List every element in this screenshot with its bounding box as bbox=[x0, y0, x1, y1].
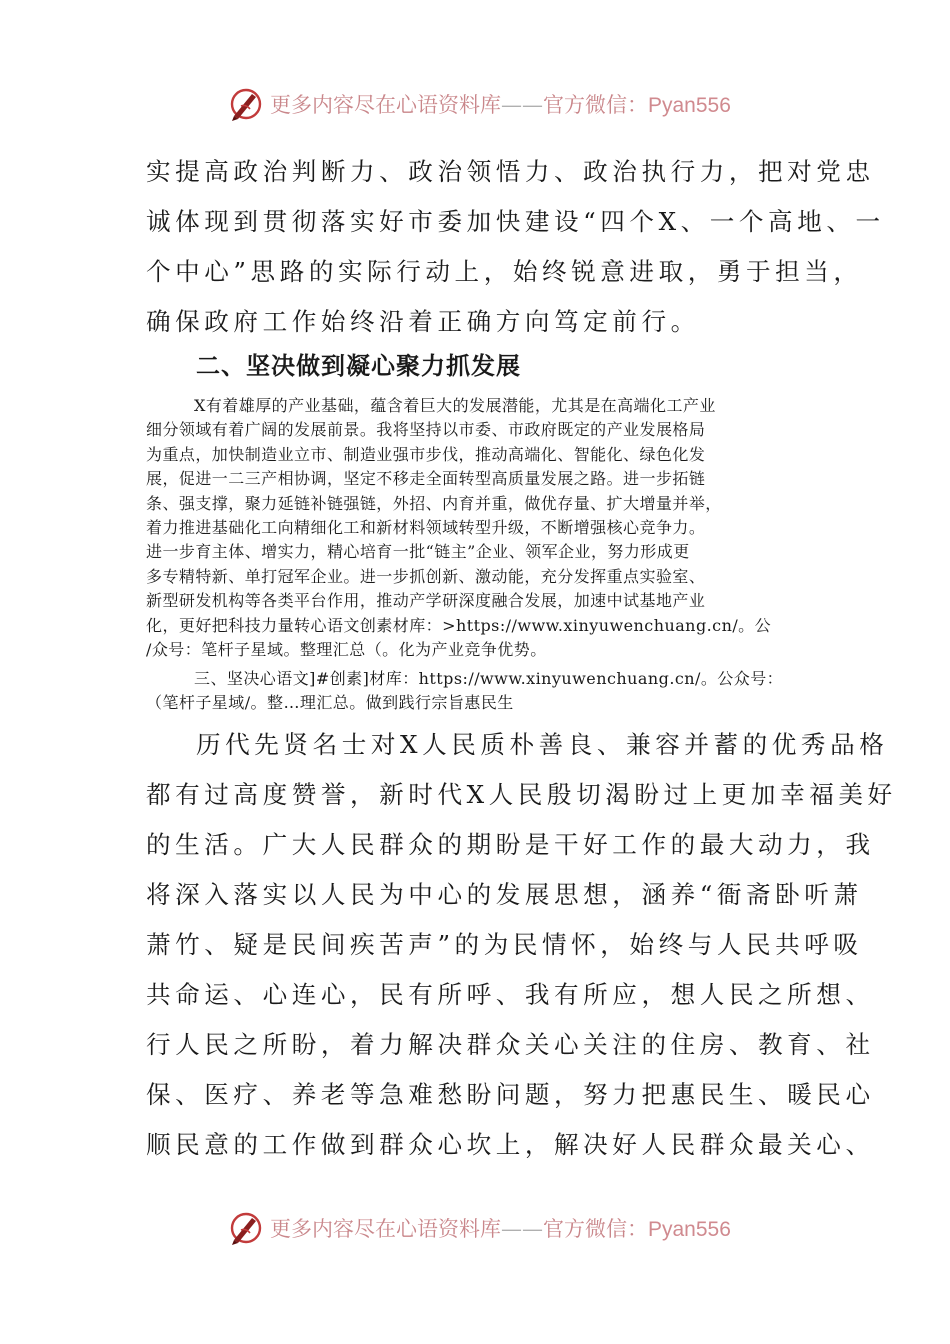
text-line: 诚体现到贯彻落实好市委加快建设“四个X、一个高地、一 bbox=[146, 207, 885, 236]
text-line: 保、医疗、养老等急难愁盼问题，努力把惠民生、暖民心 bbox=[146, 1080, 875, 1109]
text-line: 展，促进一二三产相协调，坚定不移走全面转型高质量发展之路。进一步拓链 bbox=[146, 469, 706, 489]
text-line: 共命运、心连心，民有所呼、我有所应，想人民之所想、 bbox=[146, 980, 875, 1009]
paragraph-4 bbox=[146, 720, 897, 1170]
text-line: 三、坚决心语文]#创素]材库：https://www.xinyuwenchuang.cn/。公众号： bbox=[194, 669, 784, 688]
footer-banner bbox=[228, 1208, 731, 1248]
pen-circle-logo-icon bbox=[228, 86, 264, 122]
text-line: 多专精特新、单打冠军企业。进一步抓创新、激动能，充分发挥重点实验室、 bbox=[146, 566, 706, 586]
text-line: 着力推进基础化工向精细化工和新材料领域转型升级，不断增强核心竞争力。 bbox=[146, 518, 706, 538]
text-line: 为重点，加快制造业立市、制造业强市步伐，推动高端化、智能化、绿色化发 bbox=[146, 444, 706, 464]
text-line: X有着雄厚的产业基础，蕴含着巨大的发展潜能，尤其是在高端化工产业 bbox=[194, 396, 716, 415]
header-banner bbox=[228, 84, 731, 124]
text-line: 萧竹、疑是民间疾苦声”的为民情怀，始终与人民共呼吸 bbox=[146, 930, 863, 959]
text-line: 化，更好把科技力量转心语文创素材库：>https://www.xinyuwenchuang.cn/。公 bbox=[146, 615, 772, 635]
text-line: 行人民之所盼，着力解决群众关心关注的住房、教育、社 bbox=[146, 1030, 875, 1059]
paragraph-3 bbox=[146, 667, 826, 716]
paragraph-1 bbox=[146, 147, 885, 347]
text-line: 细分领域有着广阔的发展前景。我将坚持以市委、市政府既定的产业发展格局 bbox=[146, 420, 706, 440]
text-line: 历代先贤名士对X人民质朴善良、兼容并蓄的优秀品格 bbox=[196, 730, 889, 759]
text-line: 条、强支撑，聚力延链补链强链，外招、内育并重，做优存量、扩大增量并举， bbox=[146, 493, 722, 513]
text-line: 进一步育主体、增实力，精心培育一批“链主”企业、领军企业，努力形成更 bbox=[146, 542, 690, 562]
text-line: 确保政府工作始终沿着正确方向笃定前行。 bbox=[146, 307, 700, 336]
text-line: /众号：笔杆子星域。整理汇总（。化为产业竞争优势。 bbox=[146, 640, 547, 660]
banner-text: 更多内容尽在心语资料库——官方微信：Pyan556 bbox=[270, 1217, 731, 1241]
text-line: 个中心”思路的实际行动上，始终锐意进取，勇于担当， bbox=[146, 257, 863, 286]
section-heading: 二、坚决做到凝心聚力抓发展 bbox=[196, 352, 521, 380]
text-line: 新型研发机构等各类平台作用，推动产学研深度融合发展，加速中试基地产业 bbox=[146, 591, 706, 611]
text-line: （笔杆子星域/。整…理汇总。做到践行宗旨惠民生 bbox=[146, 693, 514, 713]
text-line: 的生活。广大人民群众的期盼是干好工作的最大动力，我 bbox=[146, 830, 875, 859]
text-line: 顺民意的工作做到群众心坎上，解决好人民群众最关心、 bbox=[146, 1130, 875, 1159]
text-line: 实提高政治判断力、政治领悟力、政治执行力，把对党忠 bbox=[146, 157, 875, 186]
banner-text: 更多内容尽在心语资料库——官方微信：Pyan556 bbox=[270, 93, 731, 117]
paragraph-2 bbox=[146, 394, 826, 662]
text-line: 将深入落实以人民为中心的发展思想，涵养“衙斋卧听萧 bbox=[146, 880, 863, 909]
pen-circle-logo-icon bbox=[228, 1210, 264, 1246]
text-line: 都有过高度赞誉，新时代X人民殷切渴盼过上更加幸福美好 bbox=[146, 780, 897, 809]
